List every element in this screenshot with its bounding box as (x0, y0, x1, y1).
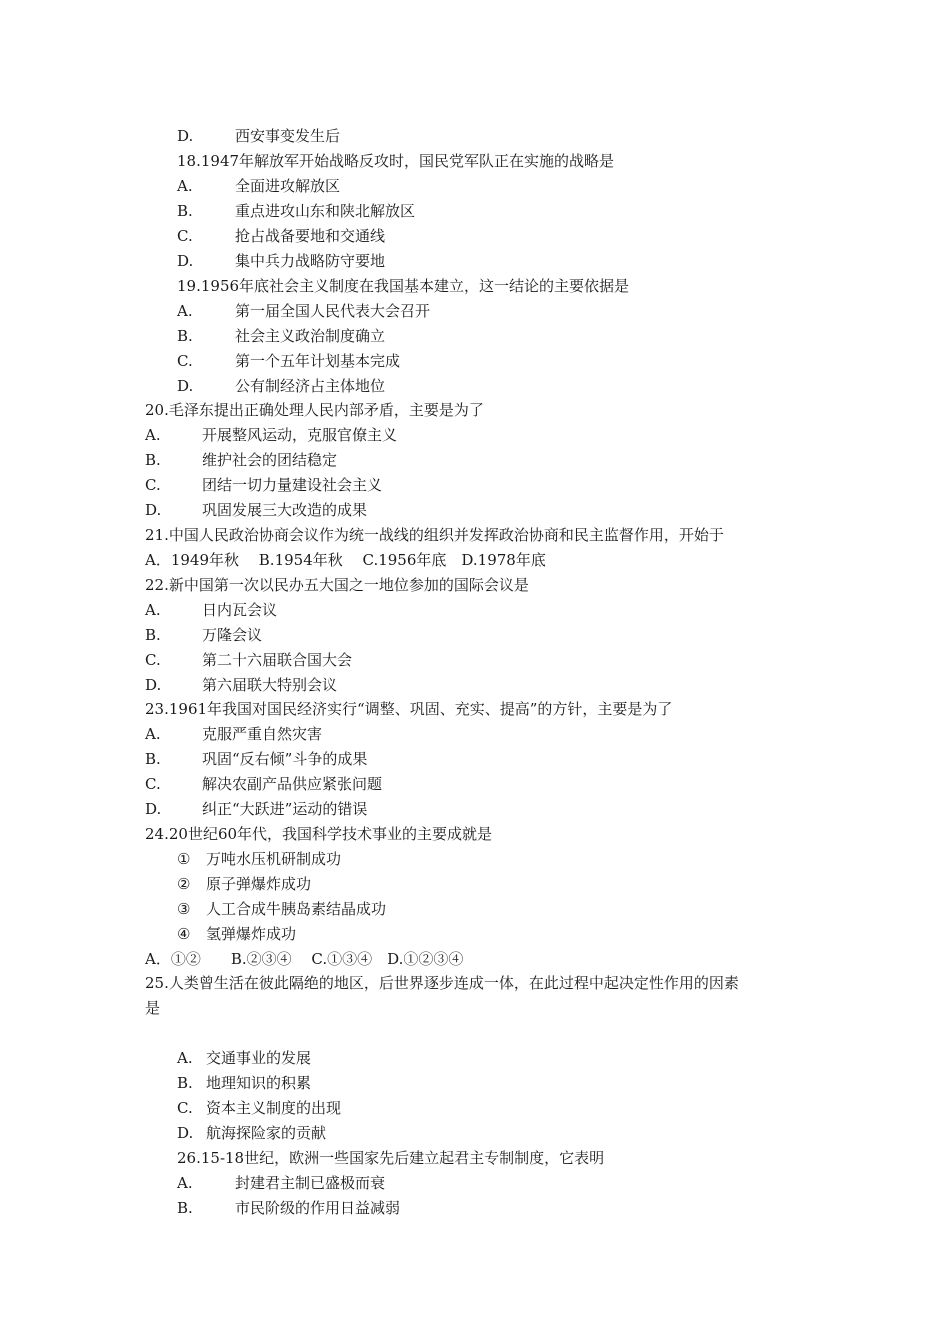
q23-option-b-text: 巩固“反右倾”斗争的成果 (202, 750, 368, 768)
q22-option-c-text: 第二十六届联合国大会 (202, 651, 353, 669)
q20-option-d-text: 巩固发展三大改造的成果 (202, 501, 368, 519)
q22-option-b-text: 万隆会议 (202, 626, 263, 644)
q25-option-d-label: D. (177, 1124, 194, 1142)
q20-option-b-text: 维护社会的团结稳定 (202, 451, 338, 469)
q25-option-c-label: C. (177, 1099, 193, 1117)
q23-option-d-text: 纠正“大跃进”运动的错误 (202, 800, 368, 818)
q25-option-c-text: 资本主义制度的出现 (206, 1099, 342, 1117)
q24-item-1-text: 万吨水压机研制成功 (206, 850, 342, 868)
q20-option-c-text: 团结一切力量建设社会主义 (202, 476, 383, 494)
q17-option-d-text: 西安事变发生后 (235, 127, 341, 145)
q23-option-c-label: C. (145, 775, 161, 793)
q18-option-b-label: B. (177, 202, 193, 220)
q18-option-c-text: 抢占战备要地和交通线 (235, 227, 386, 245)
q25-stem-line2: 是 (145, 999, 161, 1017)
q24-item-2-label: ② (177, 875, 191, 893)
q26-option-a-label: A. (177, 1174, 193, 1192)
q25-option-d-text: 航海探险家的贡献 (206, 1124, 327, 1142)
q24-stem: 24.20世纪60年代，我国科学技术事业的主要成就是 (145, 825, 493, 843)
q19-option-c-label: C. (177, 352, 193, 370)
q20-option-a-label: A. (145, 426, 161, 444)
q22-option-c-label: C. (145, 651, 161, 669)
q19-option-a-label: A. (177, 302, 193, 320)
q19-option-a-text: 第一届全国人民代表大会召开 (235, 302, 431, 320)
q23-option-a-text: 克服严重自然灾害 (202, 725, 323, 743)
q20-option-a-text: 开展整风运动，克服官僚主义 (202, 426, 398, 444)
q19-option-b-label: B. (177, 327, 193, 345)
q26-option-b-label: B. (177, 1199, 193, 1217)
q19-stem: 19.1956年底社会主义制度在我国基本建立，这一结论的主要依据是 (177, 277, 630, 295)
q25-option-b-text: 地理知识的积累 (206, 1074, 312, 1092)
q25-option-b-label: B. (177, 1074, 193, 1092)
q19-option-d-label: D. (177, 377, 194, 395)
q18-option-d-text: 集中兵力战略防守要地 (235, 252, 386, 270)
q23-option-a-label: A. (145, 725, 161, 743)
q22-stem: 22.新中国第一次以民办五大国之一地位参加的国际会议是 (145, 576, 529, 594)
q20-stem: 20.毛泽东提出正确处理人民内部矛盾，主要是为了 (145, 401, 484, 419)
q23-option-b-label: B. (145, 750, 161, 768)
q22-option-a-label: A. (145, 601, 161, 619)
q24-options: A．①② B.②③④ C.①③④ D.①②③④ (145, 950, 464, 968)
q22-option-a-text: 日内瓦会议 (202, 601, 278, 619)
q24-item-3-text: 人工合成牛胰岛素结晶成功 (206, 900, 387, 918)
q22-option-b-label: B. (145, 626, 161, 644)
q24-item-4-label: ④ (177, 925, 191, 943)
q25-option-a-text: 交通事业的发展 (206, 1049, 312, 1067)
q23-stem: 23.1961年我国对国民经济实行“调整、巩固、充实、提高”的方针，主要是为了 (145, 700, 673, 718)
q18-option-a-label: A. (177, 177, 193, 195)
q18-option-a-text: 全面进攻解放区 (235, 177, 341, 195)
q18-stem: 18.1947年解放军开始战略反攻时，国民党军队正在实施的战略是 (177, 152, 615, 170)
q20-option-d-label: D. (145, 501, 162, 519)
q18-option-d-label: D. (177, 252, 194, 270)
q20-option-c-label: C. (145, 476, 161, 494)
q24-item-2-text: 原子弹爆炸成功 (206, 875, 312, 893)
q24-item-1-label: ① (177, 850, 191, 868)
q22-option-d-text: 第六届联大特别会议 (202, 676, 338, 694)
q19-option-c-text: 第一个五年计划基本完成 (235, 352, 401, 370)
q20-option-b-label: B. (145, 451, 161, 469)
q25-stem-line1: 25.人类曾生活在彼此隔绝的地区，后世界逐步连成一体，在此过程中起决定性作用的因素 (145, 974, 739, 992)
q18-option-b-text: 重点进攻山东和陕北解放区 (235, 202, 416, 220)
q19-option-b-text: 社会主义政治制度确立 (235, 327, 386, 345)
q18-option-c-label: C. (177, 227, 193, 245)
q21-options: A．1949年秋 B.1954年秋 C.1956年底 D.1978年底 (145, 551, 546, 569)
q21-stem: 21.中国人民政治协商会议作为统一战线的组织并发挥政治协商和民主监督作用，开始于 (145, 526, 724, 544)
q24-item-3-label: ③ (177, 900, 191, 918)
q17-option-d-label: D. (177, 127, 194, 145)
q26-option-b-text: 市民阶级的作用日益减弱 (235, 1199, 401, 1217)
q26-stem: 26.15-18世纪，欧洲一些国家先后建立起君主专制制度，它表明 (177, 1149, 605, 1167)
q24-item-4-text: 氢弹爆炸成功 (206, 925, 297, 943)
q23-option-c-text: 解决农副产品供应紧张问题 (202, 775, 383, 793)
q26-option-a-text: 封建君主制已盛极而衰 (235, 1174, 386, 1192)
q22-option-d-label: D. (145, 676, 162, 694)
q19-option-d-text: 公有制经济占主体地位 (235, 377, 386, 395)
q23-option-d-label: D. (145, 800, 162, 818)
q25-option-a-label: A. (177, 1049, 193, 1067)
